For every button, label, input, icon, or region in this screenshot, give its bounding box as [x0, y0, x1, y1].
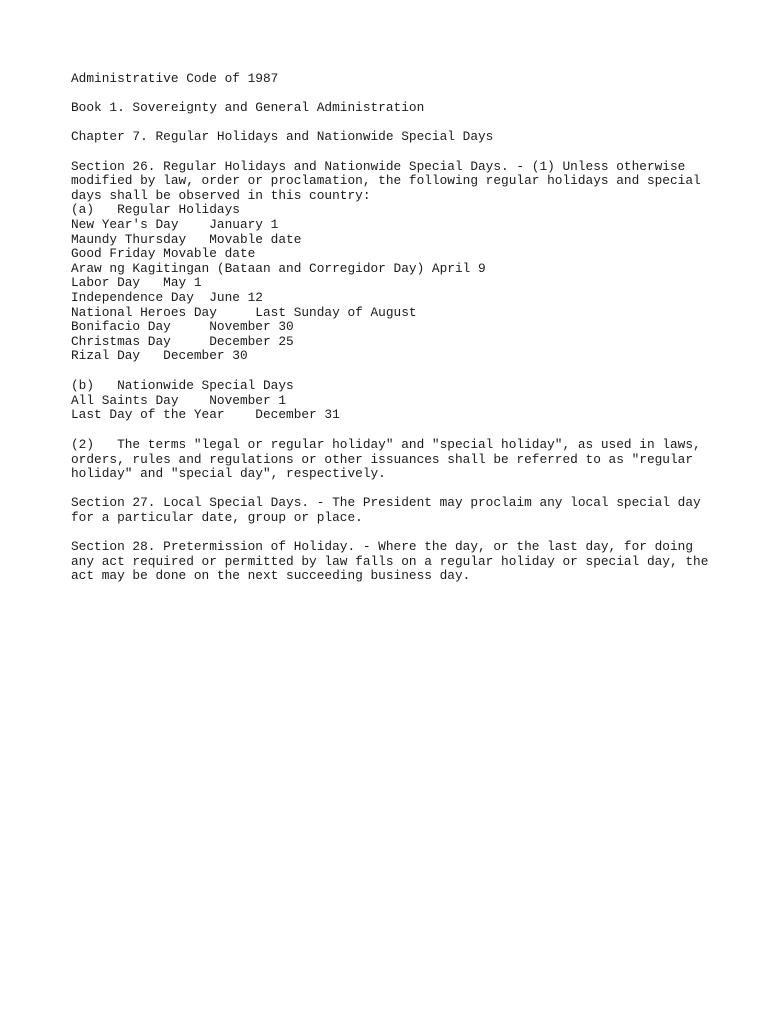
section-26 [71, 160, 731, 482]
book-heading: Book 1. Sovereignty and General Administration [71, 100, 425, 116]
section-26-intro-line: modified by law, order or proclamation, the following regular holidays and special [71, 173, 701, 189]
chapter-heading: Chapter 7. Regular Holidays and Nationwide Special Days [71, 129, 494, 145]
section-26-intro-line: days shall be observed in this country: [71, 187, 371, 203]
spacer [71, 116, 731, 131]
paragraph-2-line: orders, rules and regulations or other issuances shall be referred to as "regular [71, 451, 694, 467]
spacer [71, 482, 731, 497]
section-26-intro-line: Section 26. Regular Holidays and Nationwide Special Days. - (1) Unless otherwise [71, 158, 686, 174]
section-28-line: Section 28. Pretermission of Holiday. - Where the day, or the last day, for doing [71, 539, 694, 555]
regular-holiday-item: Christmas Day December 25 [71, 333, 294, 349]
section-28 [71, 540, 731, 584]
spacer [71, 526, 731, 541]
regular-holiday-item: Araw ng Kagitingan (Bataan and Corregidor Day) April 9 [71, 260, 486, 276]
regular-holiday-item: Rizal Day December 30 [71, 348, 248, 364]
section-27 [71, 496, 731, 525]
document-page [71, 72, 731, 584]
regular-holiday-item: Maundy Thursday Movable date [71, 231, 302, 247]
spacer [71, 87, 731, 102]
paragraph-2-line: (2) The terms "legal or regular holiday" and "special holiday", as used in laws, [71, 437, 701, 453]
section-27-line: Section 27. Local Special Days. - The President may proclaim any local special day [71, 495, 701, 511]
section-27-line: for a particular date, group or place. [71, 510, 363, 525]
special-days-heading: (b) Nationwide Special Days [71, 378, 294, 394]
regular-holiday-item: New Year's Day January 1 [71, 216, 279, 232]
document-title: Administrative Code of 1987 [71, 71, 279, 86]
special-day-item: Last Day of the Year December 31 [71, 407, 340, 423]
section-28-line: any act required or permitted by law falls on a regular holiday or special day, the [71, 553, 709, 569]
regular-holiday-item: Bonifacio Day November 30 [71, 319, 294, 335]
regular-holidays-heading: (a) Regular Holidays [71, 202, 240, 218]
regular-holiday-item: Labor Day May 1 [71, 275, 202, 291]
special-day-item: All Saints Day November 1 [71, 392, 287, 408]
section-28-line: act may be done on the next succeeding business day. [71, 568, 471, 584]
regular-holiday-item: Independence Day June 12 [71, 289, 263, 305]
spacer [71, 145, 731, 160]
regular-holiday-item: Good Friday Movable date [71, 246, 256, 262]
spacer [71, 364, 731, 379]
spacer [71, 423, 731, 438]
regular-holiday-item: National Heroes Day Last Sunday of August [71, 304, 417, 320]
paragraph-2-line: holiday" and "special day", respectively. [71, 466, 386, 482]
